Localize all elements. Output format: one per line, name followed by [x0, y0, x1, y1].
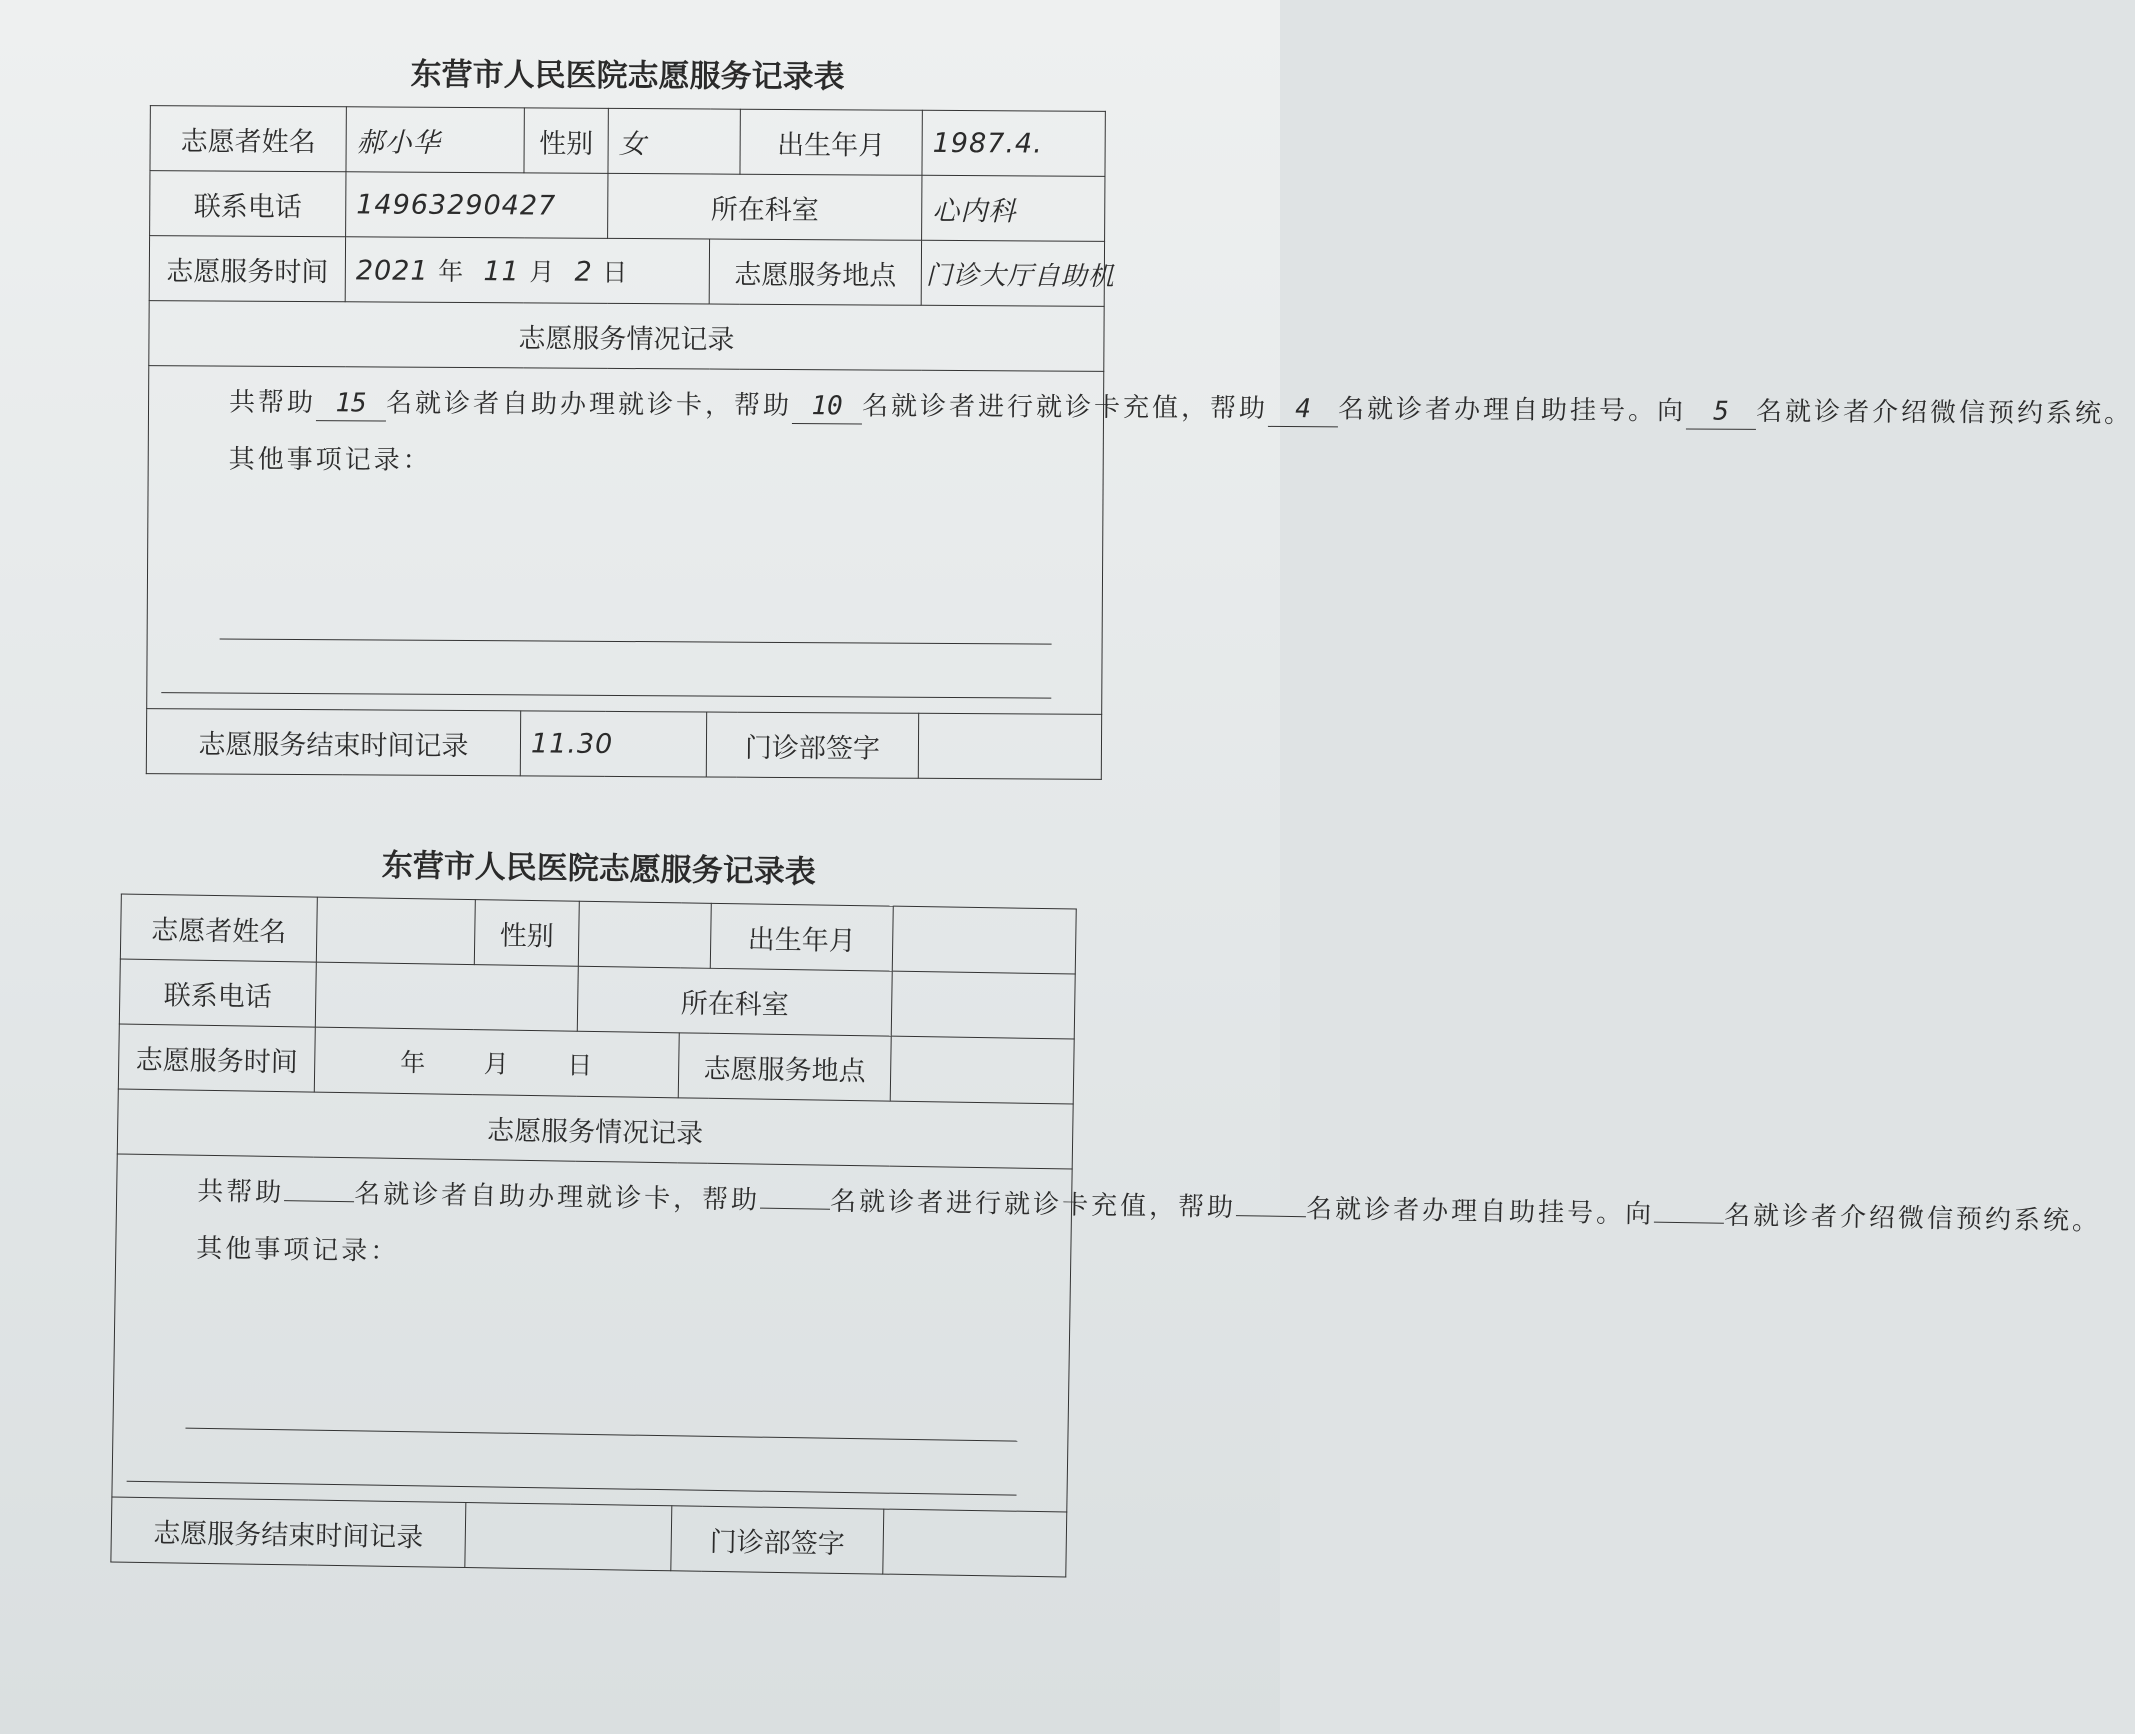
label-end-time: 志愿服务结束时间记录 — [111, 1497, 466, 1568]
value-gender[interactable] — [578, 901, 711, 968]
unit-month: 月 — [483, 1049, 510, 1079]
label-service-place: 志愿服务地点 — [709, 239, 921, 305]
writing-line[interactable] — [185, 1428, 1017, 1442]
value-year: 2021 — [355, 255, 429, 287]
blank-register-count[interactable]: 4 — [1268, 392, 1338, 427]
blank-recharge-count[interactable] — [760, 1208, 830, 1210]
label-name: 志愿者姓名 — [120, 894, 317, 962]
value-end-time[interactable]: 11.30 — [520, 711, 706, 777]
other-items-label: 其他事项记录： — [196, 1233, 400, 1267]
unit-day: 日 — [567, 1050, 594, 1080]
section-header: 志愿服务情况记录 — [117, 1089, 1073, 1169]
blank-card-count[interactable]: 15 — [316, 386, 386, 421]
blank-recharge-count[interactable]: 10 — [792, 389, 862, 424]
form-table — [146, 105, 2134, 780]
value-end-time[interactable] — [465, 1503, 672, 1571]
value-name[interactable]: 郝小华 — [346, 107, 524, 173]
value-dept[interactable]: 心内科 — [922, 175, 1105, 241]
label-dept: 所在科室 — [608, 173, 922, 240]
value-signature[interactable] — [883, 1509, 1067, 1577]
value-place[interactable] — [890, 1036, 1074, 1104]
blank-card-count[interactable] — [284, 1200, 354, 1202]
label-service-time: 志愿服务时间 — [118, 1024, 315, 1092]
writing-line[interactable] — [161, 692, 1051, 698]
writing-line[interactable] — [127, 1481, 1017, 1496]
label-dept: 所在科室 — [577, 966, 892, 1036]
record-area — [147, 366, 2134, 715]
form-table — [110, 894, 2102, 1578]
label-gender: 性别 — [474, 900, 579, 967]
value-place[interactable]: 门诊大厅自助机 — [921, 240, 1104, 306]
label-phone: 联系电话 — [119, 959, 316, 1027]
volunteer-form-2 — [110, 838, 2102, 1578]
value-day: 2 — [574, 256, 593, 288]
unit-year: 年 — [438, 256, 465, 287]
unit-day: 日 — [602, 257, 629, 288]
value-service-date[interactable] — [314, 1027, 679, 1098]
record-area — [112, 1154, 2102, 1512]
blank-wechat-count[interactable] — [1654, 1222, 1724, 1224]
label-phone: 联系电话 — [150, 171, 346, 237]
label-name: 志愿者姓名 — [150, 106, 346, 172]
value-gender[interactable]: 女 — [608, 108, 740, 174]
value-month: 11 — [483, 256, 520, 288]
value-birth[interactable]: 1987.4. — [922, 110, 1105, 176]
label-birth: 出生年月 — [740, 109, 922, 175]
value-name[interactable] — [316, 897, 475, 964]
record-paragraph: 共帮助 名就诊者自助办理就诊卡，帮助 名就诊者进行就诊卡充值，帮助 名就诊者办理自助挂号。向 名就诊者介绍微信预约系统。 — [196, 1176, 2102, 1237]
section-header: 志愿服务情况记录 — [149, 301, 1104, 372]
label-end-time: 志愿服务结束时间记录 — [146, 709, 520, 776]
blank-wechat-count[interactable]: 5 — [1686, 394, 1756, 429]
value-phone[interactable]: 14963290427 — [346, 172, 608, 239]
label-service-time: 志愿服务时间 — [149, 236, 345, 302]
blank-register-count[interactable] — [1236, 1215, 1306, 1217]
unit-year: 年 — [399, 1047, 427, 1078]
label-service-place: 志愿服务地点 — [678, 1033, 891, 1101]
other-items-label: 其他事项记录： — [228, 444, 432, 476]
form-title: 东营市人民医院志愿服务记录表 — [410, 56, 845, 96]
record-paragraph: 共帮助 15 名就诊者自助办理就诊卡，帮助 10 名就诊者进行就诊卡充值，帮助 4 名就诊者办理自助挂号。向 5 名就诊者介绍微信预约系统。 — [228, 387, 2134, 430]
label-birth: 出生年月 — [710, 903, 893, 971]
value-birth[interactable] — [892, 906, 1076, 974]
volunteer-form-1 — [146, 49, 2134, 780]
value-dept[interactable] — [891, 971, 1075, 1039]
label-signature: 门诊部签字 — [671, 1506, 884, 1574]
value-service-date[interactable] — [345, 237, 709, 304]
value-phone[interactable] — [315, 962, 578, 1031]
form-title: 东营市人民医院志愿服务记录表 — [381, 847, 817, 891]
unit-month: 月 — [529, 257, 556, 287]
writing-line[interactable] — [220, 639, 1052, 645]
label-gender: 性别 — [524, 108, 608, 174]
value-signature[interactable] — [918, 713, 1101, 779]
label-signature: 门诊部签字 — [706, 712, 918, 778]
